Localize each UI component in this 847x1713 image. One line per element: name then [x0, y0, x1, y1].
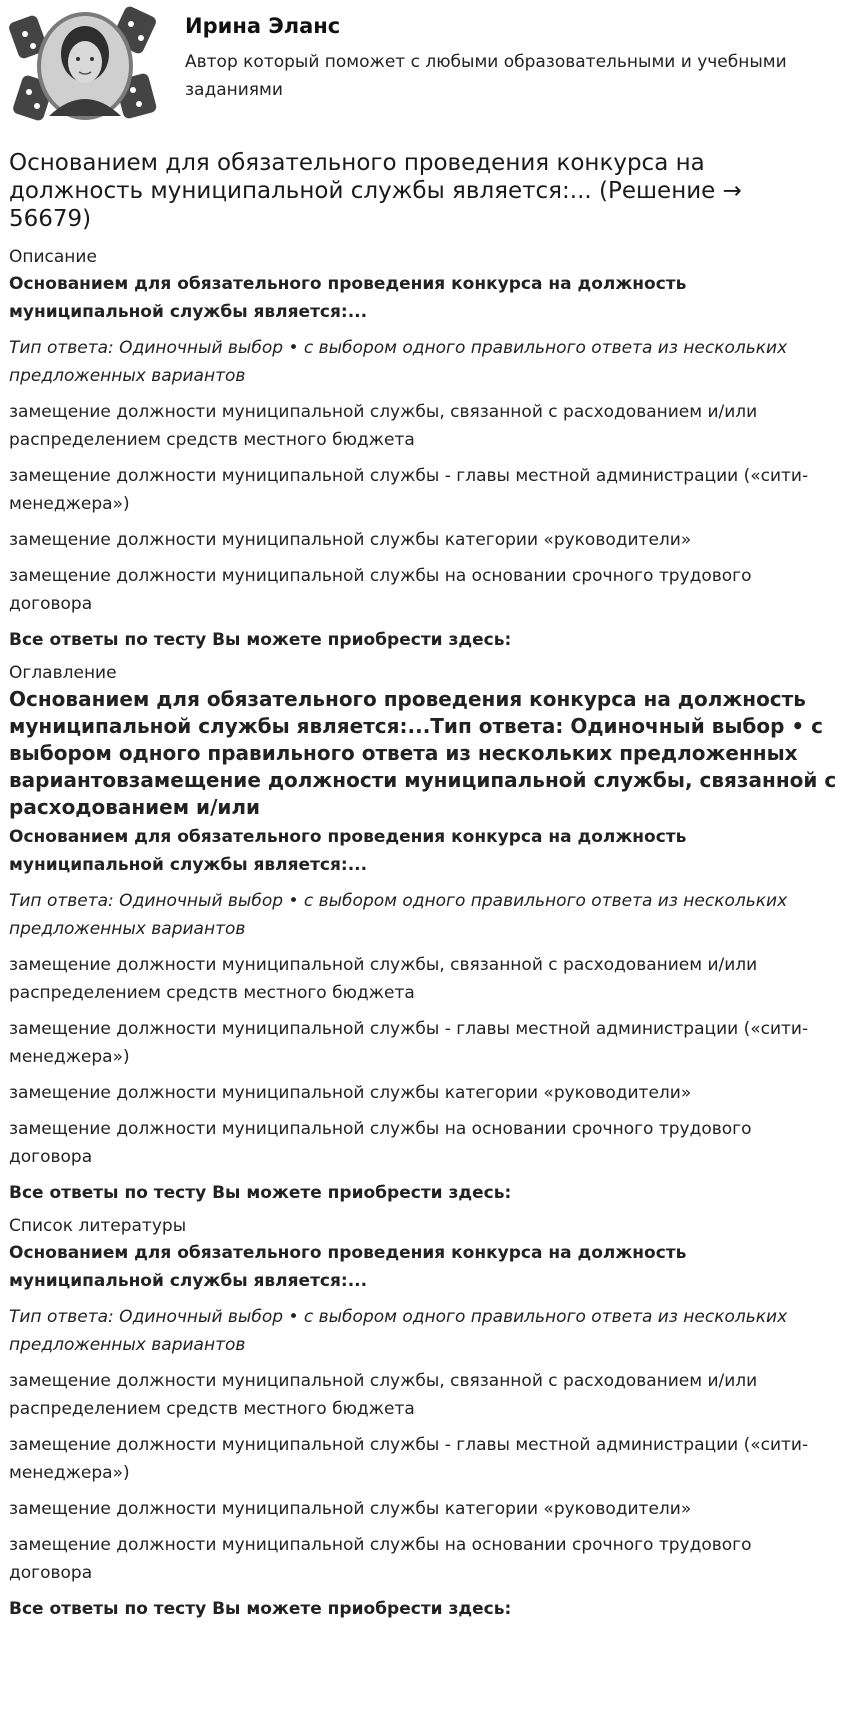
answer-option: замещение должности муниципальной службы на основании срочного трудового договора	[9, 1535, 752, 1583]
question-text: Основанием для обязательного проведения конкурса на должность муниципальной службы является:...	[9, 1243, 687, 1291]
question-text: Основанием для обязательного проведения конкурса на должность муниципальной службы является:...	[9, 827, 687, 875]
page-title: Основанием для обязательного проведения конкурса на должность муниципальной службы является:... (Решение → 56679)	[9, 150, 742, 232]
answer-option: замещение должности муниципальной службы, связанной с расходованием и/или распределением средств местного бюджета	[9, 402, 758, 450]
answer-option: замещение должности муниципальной службы категории «руководители»	[9, 1083, 692, 1103]
answer-option: замещение должности муниципальной службы - главы местной администрации («сити-менеджера»)	[9, 1019, 809, 1067]
answer-type: Тип ответа: Одиночный выбор • с выбором одного правильного ответа из нескольких предложенных вариантов	[9, 891, 788, 939]
section-label-toc: Оглавление	[9, 663, 117, 683]
question-text: Основанием для обязательного проведения конкурса на должность муниципальной службы является:...	[9, 274, 687, 322]
answer-option: замещение должности муниципальной службы на основании срочного трудового договора	[9, 566, 752, 614]
author-block	[9, 0, 838, 135]
author-name[interactable]: Ирина Эланс	[185, 14, 341, 38]
buy-answers-text: Все ответы по тесту Вы можете приобрести здесь:	[9, 1183, 512, 1203]
author-description: Автор который поможет с любыми образовательными и учебными заданиями	[185, 52, 787, 100]
answer-type: Тип ответа: Одиночный выбор • с выбором одного правильного ответа из нескольких предложенных вариантов	[9, 338, 788, 386]
buy-answers-text: Все ответы по тесту Вы можете приобрести здесь:	[9, 1599, 512, 1619]
page	[9, 0, 838, 1631]
references-section	[9, 1215, 838, 1623]
description-section	[9, 246, 838, 654]
section-label-description: Описание	[9, 247, 97, 267]
answer-option: замещение должности муниципальной службы, связанной с расходованием и/или распределением средств местного бюджета	[9, 1371, 758, 1419]
buy-answers-text: Все ответы по тесту Вы можете приобрести здесь:	[9, 630, 512, 650]
answer-option: замещение должности муниципальной службы категории «руководители»	[9, 530, 692, 550]
author-avatar	[9, 4, 162, 128]
answer-option: замещение должности муниципальной службы на основании срочного трудового договора	[9, 1119, 752, 1167]
answer-type: Тип ответа: Одиночный выбор • с выбором одного правильного ответа из нескольких предложенных вариантов	[9, 1307, 788, 1355]
answer-option: замещение должности муниципальной службы, связанной с расходованием и/или распределением средств местного бюджета	[9, 955, 758, 1003]
toc-section	[9, 662, 838, 1207]
answer-option: замещение должности муниципальной службы - главы местной администрации («сити-менеджера»)	[9, 466, 809, 514]
section-label-references: Список литературы	[9, 1216, 187, 1236]
answer-option: замещение должности муниципальной службы - главы местной администрации («сити-менеджера»)	[9, 1435, 809, 1483]
toc-heading: Основанием для обязательного проведения конкурса на должность муниципальной службы является:...Тип ответа: Одиночный выбор • с выбором одного правильного ответа из нескольких предложенных вариантовзамещение должности муниципальной службы, связанной с расходованием и/или	[9, 687, 837, 819]
answer-option: замещение должности муниципальной службы категории «руководители»	[9, 1499, 692, 1519]
